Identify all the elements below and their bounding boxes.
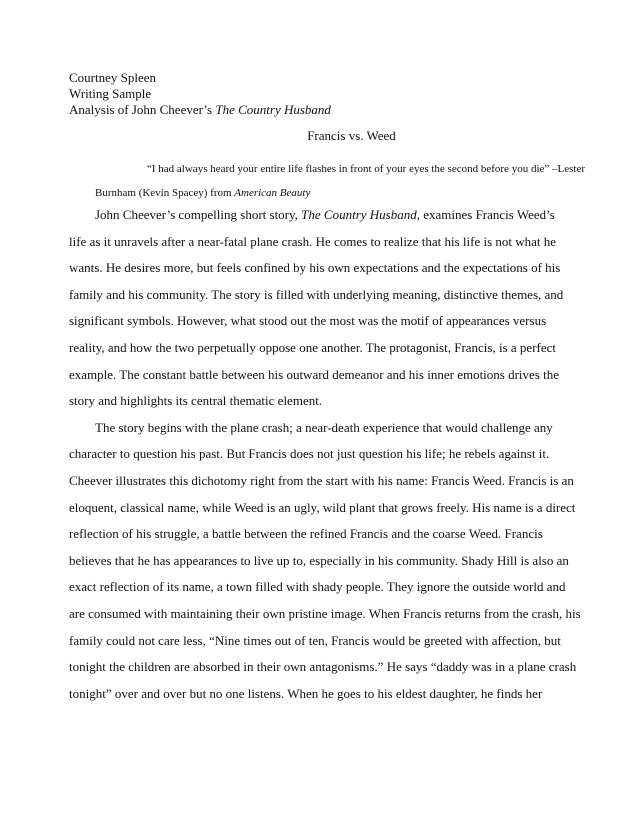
document-header [69,70,331,118]
paragraph-1-line: story and highlights its central thematic element. [69,393,323,409]
paragraph-2-line: Cheever illustrates this dichotomy right from the start with his name: Francis Weed. Francis is an [69,472,574,488]
paragraph-1-line-1-suffix: , examines Francis Weed’s [416,207,555,222]
document-label: Writing Sample [69,86,152,101]
paragraph-1-line: significant symbols. However, what stood out the most was the motif of appearances versus [69,313,547,329]
paragraph-2-line: are consumed with maintaining their own pristine image. When Francis returns from the crash, his [69,605,581,621]
paragraph-1-line: wants. He desires more, but feels confined by his own expectations and the expectations of his [69,260,561,276]
essay-title: Francis vs. Weed [307,128,396,143]
paragraph-1-line: example. The constant battle between his outward demeanor and his inner emotions drives the [69,366,560,382]
paragraph-2-line: character to question his past. But Francis does not just question his life; he rebels against it. [69,446,550,462]
analysis-work-title: The Country Husband [215,102,331,117]
paragraph-1-line: life as it unravels after a near-fatal plane crash. He comes to realize that his life is not what he [69,233,557,249]
paragraph-2-line: exact reflection of its name, a town filled with shady people. They ignore the outside world and [69,579,566,595]
paragraph-2-line: The story begins with the plane crash; a near-death experience that would challenge any [95,419,553,435]
author-name: Courtney Spleen [69,70,157,85]
paragraph-2-line: believes that he has appearances to live up to, especially in his community. Shady Hill is also an [69,552,569,568]
paragraph-2-line: reflection of his struggle, a battle between the refined Francis and the coarse Weed. Francis [69,526,543,542]
paragraph-1-line-1-prefix: John Cheever’s compelling short story, [95,207,302,222]
epigraph-quote: “I had always heard your entire life flashes in front of your eyes the second before you die” –Lester [147,163,585,175]
essay-body [69,202,581,707]
paragraph-2-line: tonight the children are absorbed in their own antagonisms.” He says “daddy was in a plane crash [69,659,577,675]
paragraph-2-line: tonight” over and over but no one listens. When he goes to his eldest daughter, he finds her [69,685,543,701]
analysis-prefix: Analysis of John Cheever’s [69,102,216,117]
paragraph-1-line-1 [69,202,569,229]
epigraph-work-title: American Beauty [234,187,311,199]
paragraph-2-line: eloquent, classical name, while Weed is an ugly, wild plant that grows freely. His name is a direct [69,499,576,515]
epigraph [95,157,585,205]
analysis-line [69,102,331,118]
epigraph-attribution-prefix: Burnham (Kevin Spacey) from [95,187,235,199]
paragraph-1-work-title: The Country Husband [301,207,417,222]
paragraph-2-line: family could not care less, “Nine times out of ten, Francis would be greeted with affection, but [69,632,561,648]
paragraph-1-line: reality, and how the two perpetually oppose one another. The protagonist, Francis, is a perfect [69,339,556,355]
paragraph-1-line: family and his community. The story is filled with underlying meaning, distinctive themes, and [69,286,564,302]
